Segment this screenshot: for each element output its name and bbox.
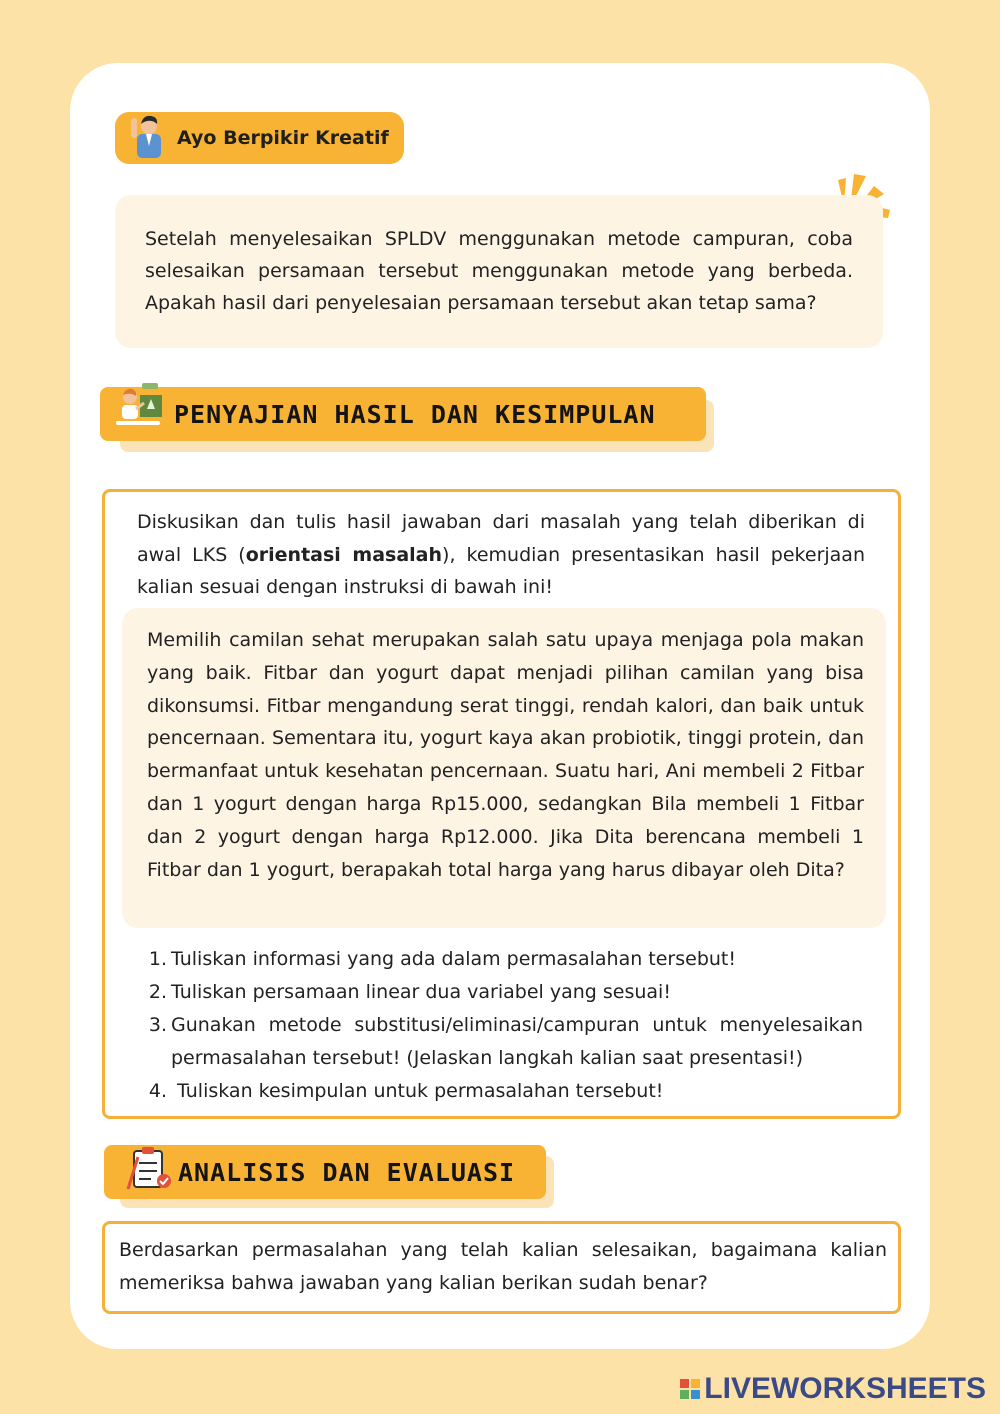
step-text: Gunakan metode substitusi/eliminasi/campuran untuk menyelesaikan permasalahan tersebut! (Jelaskan langkah kalian saat presentasi!) — [171, 1014, 863, 1069]
section1-intro — [137, 506, 865, 604]
think-note-text: Setelah menyelesaikan SPLDV menggunakan metode campuran, coba selesaikan persamaan tersebut menggunakan metode yang berbeda. Apakah hasil dari penyelesaian persamaan tersebut akan tetap sama? — [145, 228, 853, 314]
section1-title: PENYAJIAN HASIL DAN KESIMPULAN — [174, 399, 656, 429]
step-text: Tuliskan kesimpulan untuk permasalahan tersebut! — [171, 1080, 664, 1102]
section1-box — [102, 489, 901, 1119]
step-item — [145, 976, 863, 1009]
story-text: Memilih camilan sehat merupakan salah satu upaya menjaga pola makan yang baik. Fitbar dan yogurt dapat menjadi pilihan camilan yang bisa dikonsumsi. Fitbar mengandung serat tinggi, rendah kalori, dan baik untuk pencernaan. Sementara itu, yogurt kaya akan probiotik, tinggi protein, dan bermanfaat untuk kesehatan pencernaan. Suatu hari, Ani membeli 2 Fitbar dan 1 yogurt dengan harga Rp15.000, sedangkan Bila membeli 1 Fitbar dan 2 yogurt dengan harga Rp12.000. Jika Dita berencana membeli 1 Fitbar dan 1 yogurt, berapakah total harga yang harus dibayar oleh Dita? — [147, 629, 864, 881]
story-box — [122, 608, 886, 928]
step-item — [145, 1009, 863, 1075]
steps-list — [145, 943, 863, 1108]
step-number: 4. — [148, 1080, 167, 1102]
logo-blocks-icon — [680, 1379, 700, 1399]
think-pill — [115, 112, 404, 164]
section2-box — [102, 1221, 901, 1314]
presentation-icon — [112, 381, 164, 433]
section1-intro-end: ), kemudian presentasikan hasil pekerjaan kalian sesuai dengan instruksi di bawah ini! — [137, 543, 865, 598]
step-item — [145, 1075, 863, 1108]
step-number: 3. — [148, 1014, 167, 1036]
step-number: 1. — [148, 948, 167, 970]
step-item — [145, 943, 863, 976]
step-text: Tuliskan persamaan linear dua variabel yang sesuai! — [171, 981, 671, 1003]
think-note — [115, 195, 883, 348]
logo-text: LIVEWORKSHEETS — [704, 1372, 986, 1405]
section2-text: Berdasarkan permasalahan yang telah kalian selesaikan, bagaimana kalian memeriksa bahwa jawaban yang kalian berikan sudah benar? — [119, 1239, 887, 1294]
section2-title: ANALISIS DAN EVALUASI — [178, 1157, 516, 1187]
section1-intro-bold: orientasi masalah — [245, 543, 443, 566]
section1-header — [100, 387, 706, 441]
think-pill-label: Ayo Berpikir Kreatif — [177, 127, 389, 149]
section1-intro-start: Diskusikan dan tulis hasil jawaban dari masalah yang telah diberikan di awal LKS ( — [137, 511, 865, 566]
step-number: 2. — [148, 981, 167, 1003]
evaluation-clipboard-icon — [124, 1143, 176, 1195]
step-text: Tuliskan informasi yang ada dalam permasalahan tersebut! — [171, 948, 736, 970]
teacher-avatar-icon — [129, 112, 169, 158]
liveworksheets-logo — [680, 1372, 986, 1406]
section2-header — [104, 1145, 546, 1199]
